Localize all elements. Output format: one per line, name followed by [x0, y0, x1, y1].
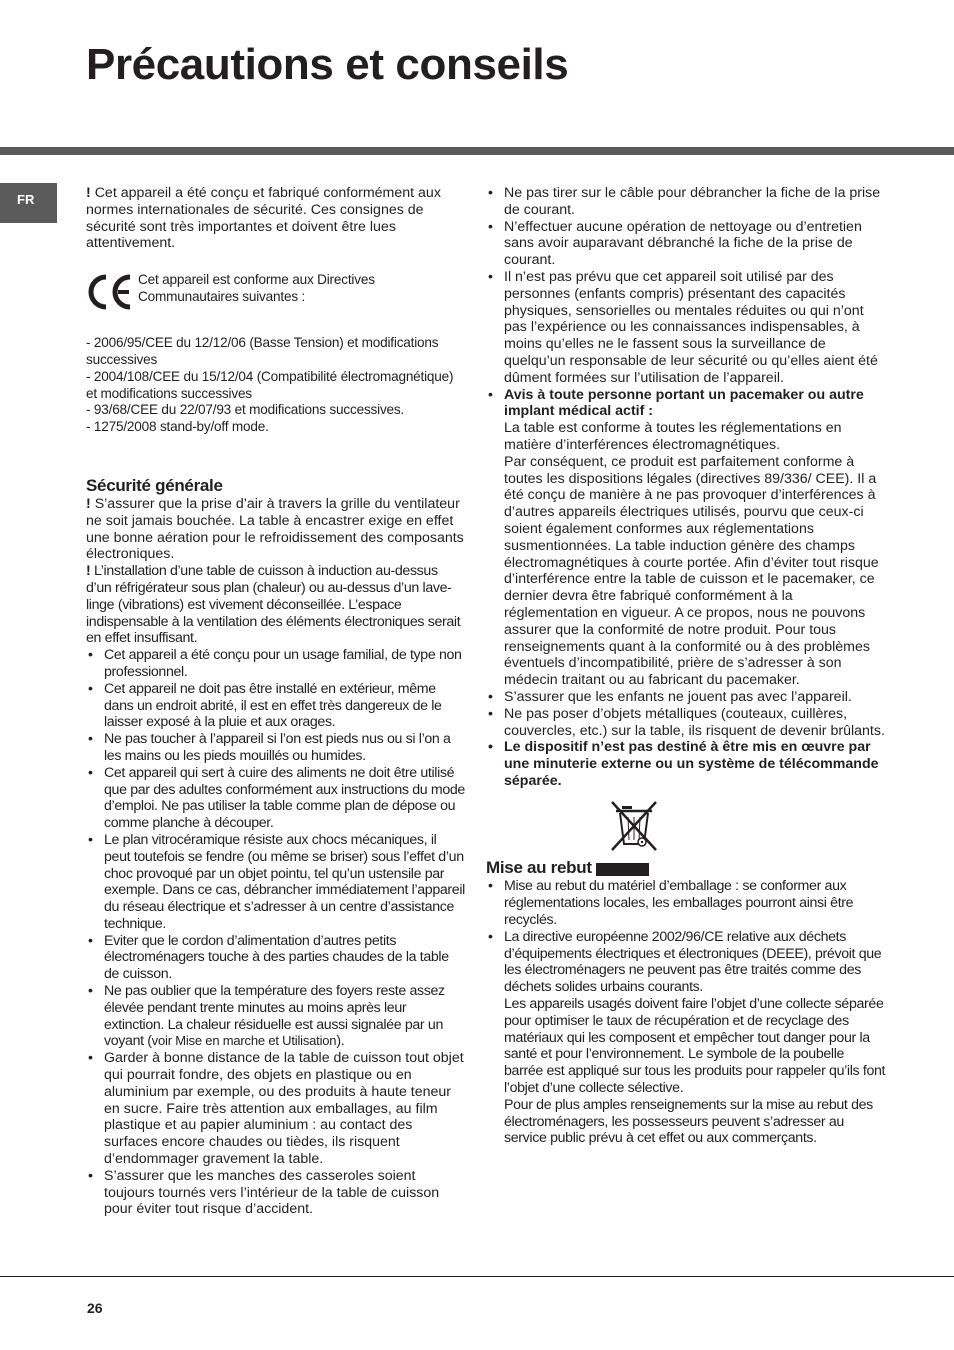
- ce-statement: Cet appareil est conforme aux Directives Communautaires suivantes :: [138, 272, 375, 304]
- directive-item: - 93/68/CEE du 22/07/93 et modifications successives.: [86, 402, 405, 418]
- heading-bar: [596, 863, 649, 876]
- intro-text: Cet appareil a été conçu et fabriqué conformément aux normes internationales de sécurité. Ces consignes de sécurité sont très importantes et doivent être lues attentivement.: [86, 185, 441, 252]
- securite-bullet-list-2: [86, 1050, 466, 1218]
- warning-mark: !: [86, 495, 91, 512]
- securite-paragraph-1: ! S’assurer que la prise d’air à travers la grille du ventilateur ne soit jamais bouchée. La table à encastrer exige en effet une bonne aération pour le refroidissement des composants électroniques.: [86, 495, 464, 563]
- page-number: 26: [87, 1300, 103, 1316]
- securite-bullet-list: [86, 647, 466, 1050]
- pacemaker-title: • Avis à toute personne portant un pacemaker ou autre implant médical actif :: [504, 386, 864, 420]
- list-item: • S’assurer que les enfants ne jouent pas avec l’appareil.: [486, 689, 886, 706]
- language-tab: FR: [0, 183, 57, 223]
- left-column: [86, 185, 466, 1218]
- list-item: • Ne pas oublier que la température des foyers reste assez élevée pendant trente minutes au moins après leur extinction. La chaleur résiduelle est aussi signalée par un voyant (voir Mise en marche et Utilisation).: [86, 983, 466, 1050]
- footer-divider: [0, 1276, 954, 1277]
- ce-block: [86, 272, 466, 312]
- list-item: • Garder à bonne distance de la table de cuisson tout objet qui pourrait fondre, des objets en plastique ou en aluminium par exemple, ou des produits à haute teneur en sucre. Faire très attention aux emballages, au film plastique et au papier aluminium : au contact des surfaces encore chaudes ou tièdes, ils risquent d’endommager gravement la table.: [86, 1050, 466, 1168]
- warning-mark: !: [86, 563, 91, 580]
- list-item: • Ne pas toucher à l’appareil si l’on est pieds nus ou si l’on a les mains ou les pieds mouillés ou humides.: [86, 731, 466, 765]
- list-item: • N’effectuer aucune opération de nettoyage ou d’entretien sans avoir auparavant débranché la fiche de la prise de courant.: [486, 219, 886, 269]
- directive-item: - 2004/108/CEE du 15/12/04 (Compatibilité électromagnétique) et modifications successives: [86, 368, 454, 401]
- rebut-heading: [486, 858, 886, 878]
- securite-paragraph-2: ! L’installation d’une table de cuisson à induction au-dessus d’un réfrigérateur sous plan (chaleur) ou au-dessus d’un lave-linge (vibrations) est vivement déconseillée. L’espace indispensable à la ventilation des éléments électroniques serait en effet insuffisant.: [86, 563, 461, 647]
- intro-paragraph: [86, 185, 466, 252]
- section-title-securite: Sécurité générale: [86, 475, 223, 495]
- list-item-bold: • Le dispositif n’est pas destiné à être mis en œuvre par une minuterie externe ou un système de télécommande séparée.: [486, 739, 886, 789]
- header-divider: [0, 147, 954, 155]
- directives-list: [86, 335, 466, 436]
- list-item: • Il n’est pas prévu que cet appareil soit utilisé par des personnes (enfants compris) présentant des capacités physiques, sensorielles ou mentales réduites ou qui n’ont pas l’expérience ou les connaissances indispensables, à moins qu’elles ne le fassent sous la surveillance de quelqu’un responsable de leur sécurité ou qu’elles aient été dûment formées sur l’utilisation de l’appareil.: [486, 269, 886, 387]
- list-item: • Cet appareil a été conçu pour un usage familial, de type non professionnel.: [86, 647, 466, 681]
- pacemaker-text-1: La table est conforme à toutes les réglementations en matière d’interférences électromagnétiques.: [504, 420, 842, 453]
- directive-item: - 1275/2008 stand-by/off mode.: [86, 419, 269, 435]
- warning-mark: !: [86, 185, 91, 201]
- list-item: • Ne pas poser d’objets métalliques (couteaux, cuillères, couvercles, etc.) sur la table, ils risquent de devenir brûlants.: [486, 706, 886, 740]
- directive-item: - 2006/95/CEE du 12/12/06 (Basse Tension) et modifications successives: [86, 335, 439, 367]
- list-item: • Eviter que le cordon d’alimentation d’autres petits électroménagers touche à des parties chaudes de la table de cuisson.: [86, 933, 466, 983]
- list-item: • Ne pas tirer sur le câble pour débrancher la fiche de la prise de courant.: [486, 185, 886, 219]
- right-column: [486, 185, 886, 1147]
- page-title: Précautions et conseils: [86, 40, 569, 89]
- rebut-bullet-list: [486, 878, 886, 1147]
- ce-mark-icon: [86, 272, 134, 312]
- list-item: • Le plan vitrocéramique résiste aux chocs mécaniques, il peut toutefois se fendre (ou même se briser) sous l’effet d’un choc provoqué par un objet pointu, tel qu’un ustensile par exemple. Dans ce cas, débrancher immédiatement l’appareil du réseau électrique et s’adresser à un centre d’assistance technique.: [86, 832, 466, 933]
- right-bullet-list: [486, 185, 886, 790]
- pacemaker-text-2: Par conséquent, ce produit est parfaitement conforme à toutes les dispositions légales (directives 89/336/ CEE). Il a été conçu de manière à ne pas provoquer d’interférences à d’autres appareils électriques utilisés, pourvu que ceux-ci soient également conformes aux réglementations susmentionnées. La table induction génère des champs électromagnétiques à courte portée. Afin d’éviter tout risque d’interférence entre la table de cuisson et le pacemaker, ce dernier devra être fabriqué conformément à la réglementation en vigueur. A ce propos, nous ne pouvons assurer que la conformité de notre produit. Pour tous renseignements quant à la conformité ou à des problèmes éventuels d’incompatibilité, prière de s’adresser à son médecin traitant ou au fabricant du pacemaker.: [504, 453, 879, 689]
- crossed-bin-icon: [608, 800, 660, 852]
- list-item: • La directive européenne 2002/96/CE relative aux déchets d’équipements électriques et électroniques (DEEE), prévoit que les électroménagers ne peuvent pas être traités comme des déchets solides urbains courants. Les appareils usagés doivent faire l’objet d’une collecte séparée pour optimiser le taux de récupération et de recyclage des matériaux qui les composent et empêcher tout danger pour la santé et pour l’environnement. Le symbole de la poubelle barrée est appliqué sur tous les produits pour rappeler qu’ils font l’objet d’une collecte sélective. Pour de plus amples renseignements sur la mise au rebut des électroménagers, les possesseurs peuvent s’adresser au service public prévu à cet effet ou aux commerçants.: [486, 929, 886, 1147]
- cross-reference: voir Mise en marche et Utilisation: [151, 1033, 337, 1049]
- list-item: • Cet appareil ne doit pas être installé en extérieur, même dans un endroit abrité, il est en effet très dangereux de le laisser exposé à la pluie et aux orages.: [86, 681, 466, 731]
- pacemaker-item: [486, 387, 886, 689]
- list-item: • S’assurer que les manches des casseroles soient toujours tournés vers l’intérieur de la table de cuisson pour éviter tout risque d’accident.: [86, 1168, 466, 1218]
- list-item: • Mise au rebut du matériel d’emballage : se conformer aux réglementations locales, les emballages pourront ainsi être recyclés.: [486, 878, 886, 928]
- list-item: • Cet appareil qui sert à cuire des aliments ne doit être utilisé que par des adultes conformément aux instructions du mode d’emploi. Ne pas utiliser la table comme plan de dépose ou comme planche à découper.: [86, 765, 466, 832]
- section-title-rebut: Mise au rebut: [486, 858, 592, 878]
